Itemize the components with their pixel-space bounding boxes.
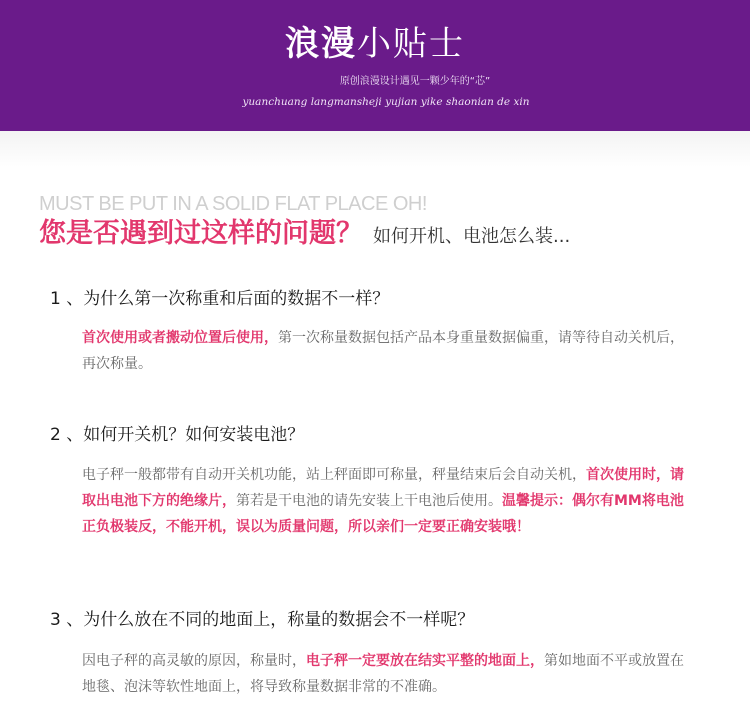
question-2-text-1: 电子秤一般都带有自动开关机功能，站上秤面即可称量，秤量结束后会自动关机， xyxy=(82,467,586,483)
banner-pinyin: yuanchuang langmansheji yujian yike shaonian de xin xyxy=(242,96,530,108)
side-question: 如何开机、电池怎么装... xyxy=(373,226,571,247)
question-3-title: 3 、为什么放在不同的地面上，称量的数据会不一样呢？ xyxy=(50,610,475,630)
question-1-answer xyxy=(82,325,692,377)
question-3-highlight: 电子秤一定要放在结实平整的地面上， xyxy=(306,653,544,669)
question-1-text: 第一次称量数据包括产品本身重量数据偏重，请等待自动关机后，再次称量。 xyxy=(82,330,684,372)
banner-subtitle: 原创浪漫设计遇见一颗少年的“芯” xyxy=(339,76,491,87)
banner-title-light: 小贴士 xyxy=(357,24,465,64)
section-divider xyxy=(0,131,750,167)
question-3-text-2: 第如地面不平或放置在地毯、泡沫等软性地面上，将导致称量数据非常的不准确。 xyxy=(82,653,684,695)
question-3-answer xyxy=(82,648,692,700)
question-2-title: 2 、如何开关机？如何安装电池？ xyxy=(50,425,305,445)
question-2-highlight-1: 首次使用时，请取出电池下方的绝缘片， xyxy=(82,467,684,509)
question-row xyxy=(39,217,570,254)
question-2-text-2: 第若是干电池的请先安装上干电池后使用。 xyxy=(236,493,502,509)
banner-title xyxy=(0,24,750,64)
banner-title-bold: 浪漫 xyxy=(285,24,357,64)
main-question: 您是否遇到过这样的问题？ xyxy=(39,218,363,249)
english-heading: MUST BE PUT IN A SOLID FLAT PLACE OH! xyxy=(39,193,427,215)
question-1-highlight: 首次使用或者搬动位置后使用， xyxy=(82,330,278,346)
question-2-highlight-2: 温馨提示：偶尔有MM将电池正负极装反，不能开机，误以为质量问题，所以亲们一定要正确安装哦！ xyxy=(82,493,684,535)
header-banner xyxy=(0,0,750,131)
question-1-title: 1 、为什么第一次称重和后面的数据不一样？ xyxy=(50,289,390,309)
question-2-answer xyxy=(82,462,692,540)
question-3-text-1: 因电子秤的高灵敏的原因，称量时， xyxy=(82,653,306,669)
